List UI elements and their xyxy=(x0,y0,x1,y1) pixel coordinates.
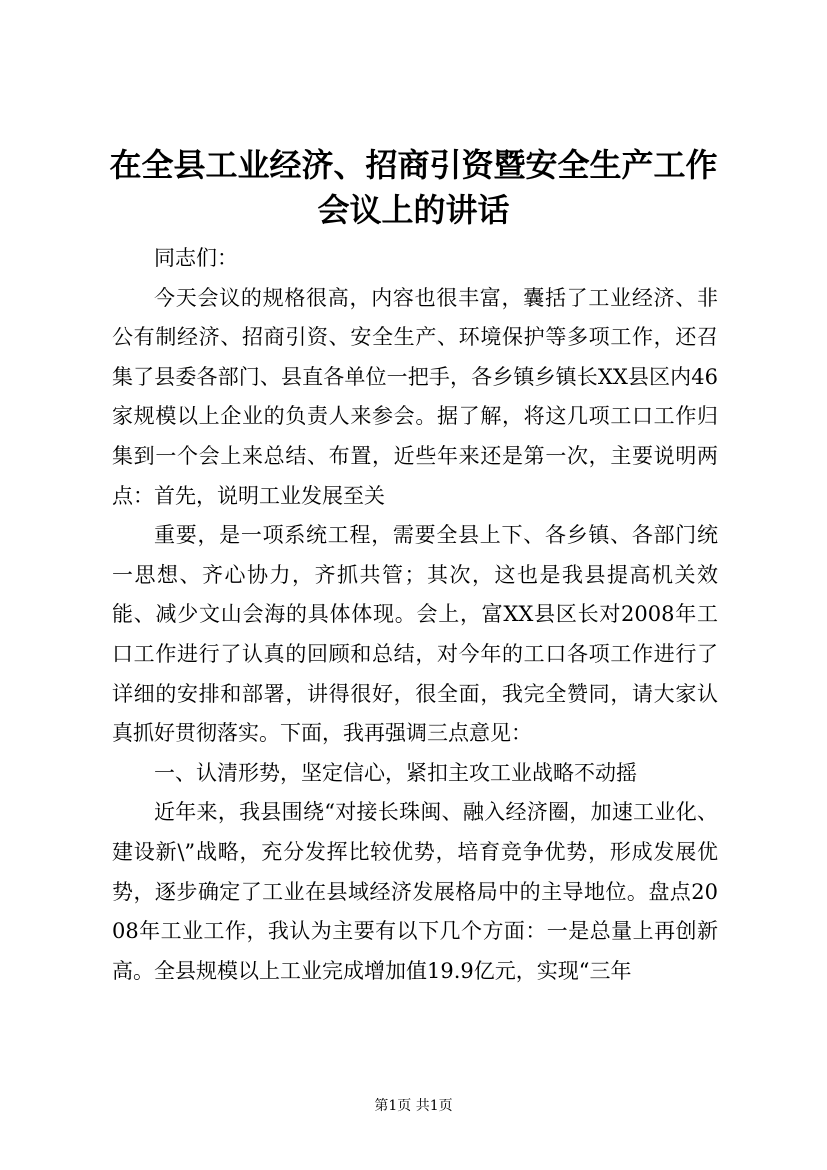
page-footer: 第1页 共1页 xyxy=(374,1098,453,1114)
document-title: 在全县工业经济、招商引资暨安全生产工作会议上的讲话 xyxy=(109,146,718,229)
section-heading-1: 一、认清形势，坚定信心，紧扣主攻工业战略不动摇 xyxy=(154,760,637,785)
document-body xyxy=(112,239,718,991)
body-paragraph-1: 今天会议的规格很高，内容也很丰富，囊括了工业经济、非公有制经济、招商引资、安全生产、环境保护等多项工作，还召集了县委各部门、县直各单位一把手，各乡镇乡镇长XX县区内46家规模以上企业的负责人来参会。据了解，将这几项工口工作归集到一个会上来总结、布置，近些年来还是第一次，主要说明两点：首先，说明工业发展至关 xyxy=(112,285,718,508)
body-paragraph-3: 近年来，我县围绕“对接长珠闽、融入经济圈，加速工业化、建设新\”战略，充分发挥比较优势，培育竞争优势，形成发展优势，逐步确定了工业在县域经济发展格局中的主导地位。盘点2008年工业工作，我认为主要有以下几个方面：一是总量上再创新高。全县规模以上工业完成增加值19.9亿元，实现“三年 xyxy=(112,800,718,983)
body-paragraph-2: 重要，是一项系统工程，需要全县上下、各乡镇、各部门统一思想、齐心协力，齐抓共管；其次，这也是我县提高机关效能、减少文山会海的具体体现。会上，富XX县区长对2008年工口工作进行了认真的回顾和总结，对今年的工口各项工作进行了详细的安排和部署，讲得很好，很全面，我完全赞同，请大家认真抓好贯彻落实。下面，我再强调三点意见： xyxy=(112,523,718,746)
salutation-paragraph: 同志们： xyxy=(154,246,238,270)
